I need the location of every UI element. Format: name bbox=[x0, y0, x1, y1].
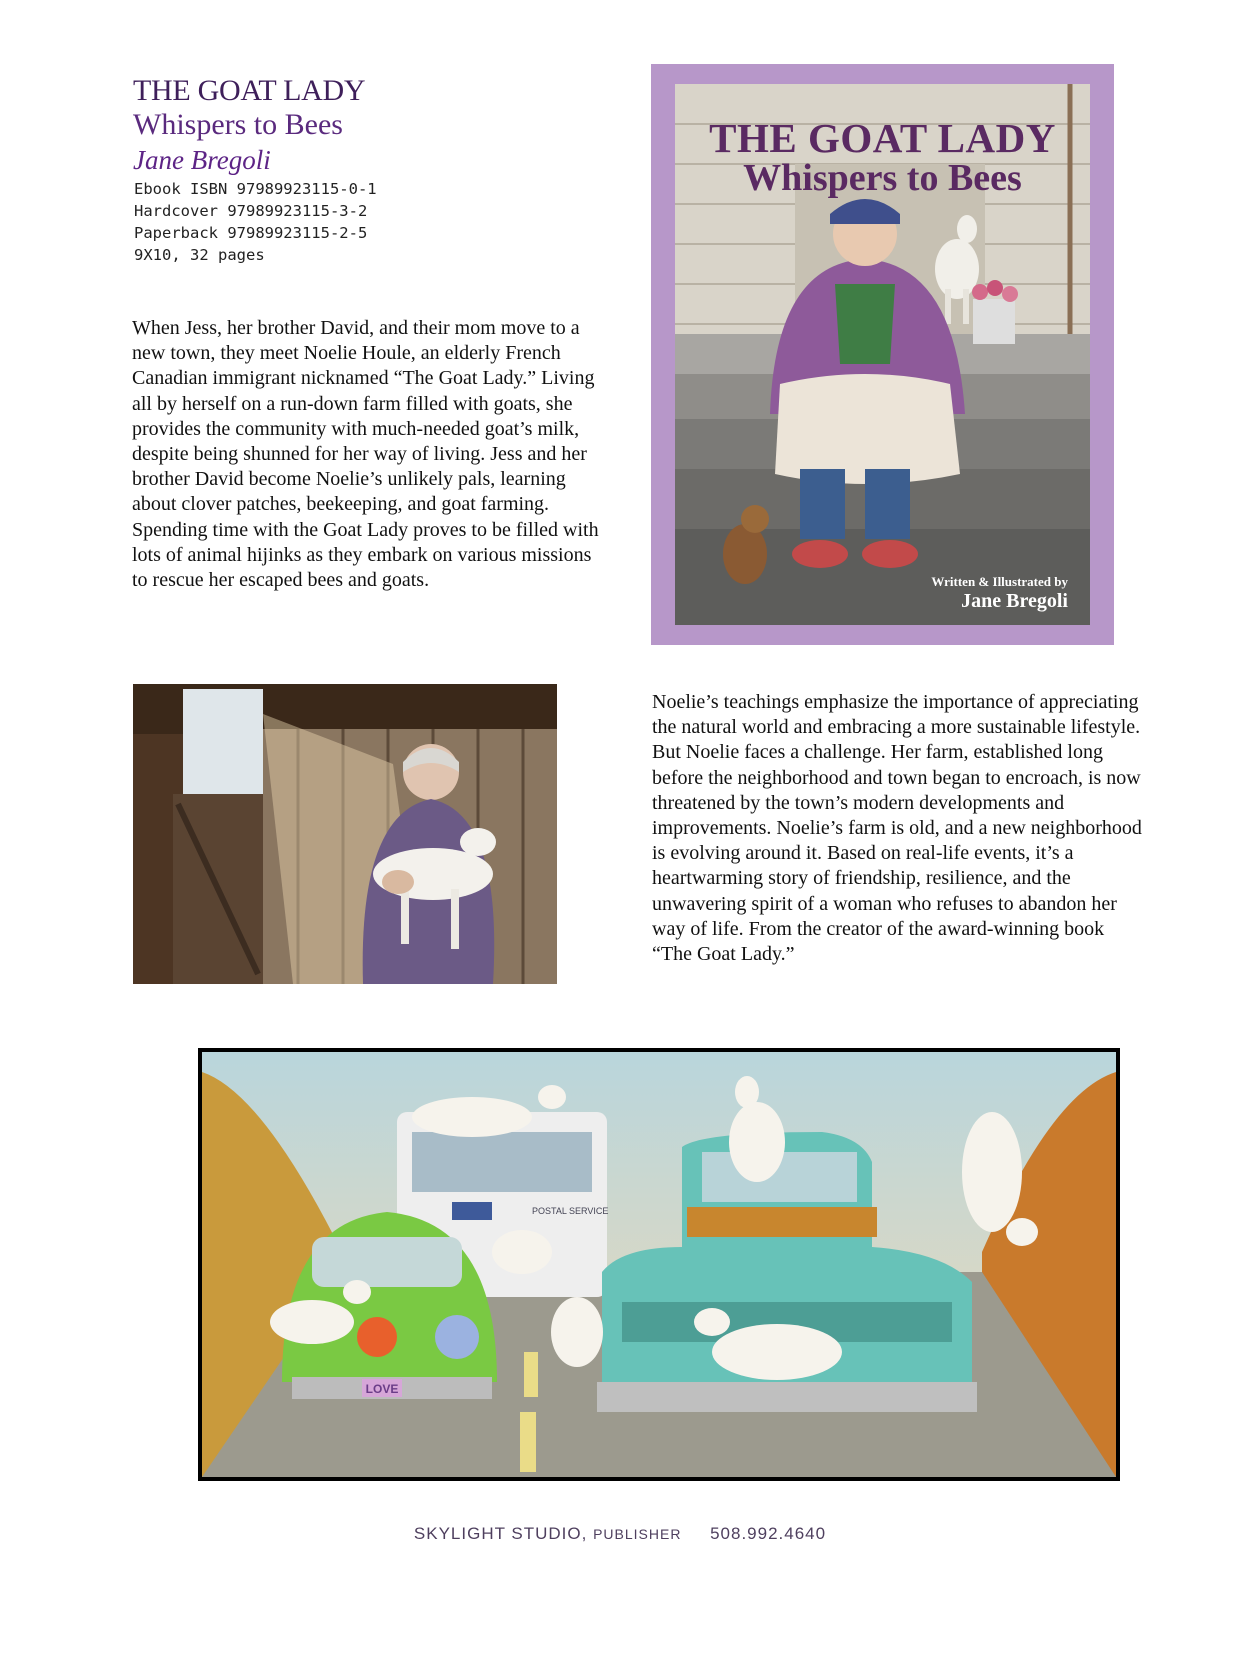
publisher-name: SKYLIGHT STUDIO, bbox=[413, 1524, 588, 1543]
cover-credit-line: Written & Illustrated by bbox=[931, 574, 1068, 589]
barn-painting bbox=[133, 684, 557, 984]
van-label: POSTAL SERVICE bbox=[532, 1206, 609, 1216]
book-title: THE GOAT LADY bbox=[133, 74, 366, 107]
description-paragraph-1: When Jess, her brother David, and their mom move to a new town, they meet Noelie Houle, an elderly French Canadian immigrant nicknamed “The Goat Lady.” Living all by herself on a run-down farm filled with goats, she provides the community with much-needed goat’s milk, despite being shunned for her way of living. Jess and her brother David become Noelie’s unlikely pals, learning about clover patches, beekeeping, and goat farming. Spending time with the Goat Lady proves to be filled with lots of animal hijinks as they embark on various missions to rescue her escaped bees and goats. bbox=[132, 317, 599, 592]
plate-label: LOVE bbox=[365, 1382, 399, 1396]
road-scene-illustration bbox=[198, 1048, 1120, 1481]
hardcover-isbn: Hardcover 97989923115-3-2 bbox=[134, 202, 368, 220]
publisher-footer bbox=[0, 1524, 1240, 1544]
cover-title: THE GOAT LADY bbox=[709, 115, 1056, 161]
book-cover bbox=[651, 64, 1114, 645]
cover-credit-name: Jane Bregoli bbox=[961, 590, 1068, 612]
cover-subtitle: Whispers to Bees bbox=[743, 157, 1022, 199]
cover-illustration bbox=[675, 84, 1090, 625]
book-format: 9X10, 32 pages bbox=[134, 246, 265, 264]
publisher-phone: 508.992.4640 bbox=[710, 1524, 827, 1543]
book-author: Jane Bregoli bbox=[133, 145, 271, 175]
paperback-isbn: Paperback 97989923115-2-5 bbox=[134, 224, 368, 242]
description-paragraph-2: Noelie’s teachings emphasize the importance of appreciating the natural world and embracing a more sustainable lifestyle. But Noelie faces a challenge. Her farm, established long before the neighborhood and town began to encroach, is now threatened by the town’s modern developments and improvements. Noelie’s farm is old, and a new neighborhood is evolving around it. Based on real-life events, it’s a heartwarming story of friendship, resilience, and the unwavering spirit of a woman who refuses to abandon her way of life. From the creator of the award-winning book “The Goat Lady.” bbox=[652, 691, 1142, 966]
barn-illustration bbox=[133, 684, 557, 984]
ebook-isbn: Ebook ISBN 97989923115-0-1 bbox=[134, 180, 377, 198]
book-subtitle: Whispers to Bees bbox=[133, 108, 343, 141]
road-painting bbox=[202, 1052, 1116, 1477]
publisher-role: PUBLISHER bbox=[593, 1526, 682, 1542]
